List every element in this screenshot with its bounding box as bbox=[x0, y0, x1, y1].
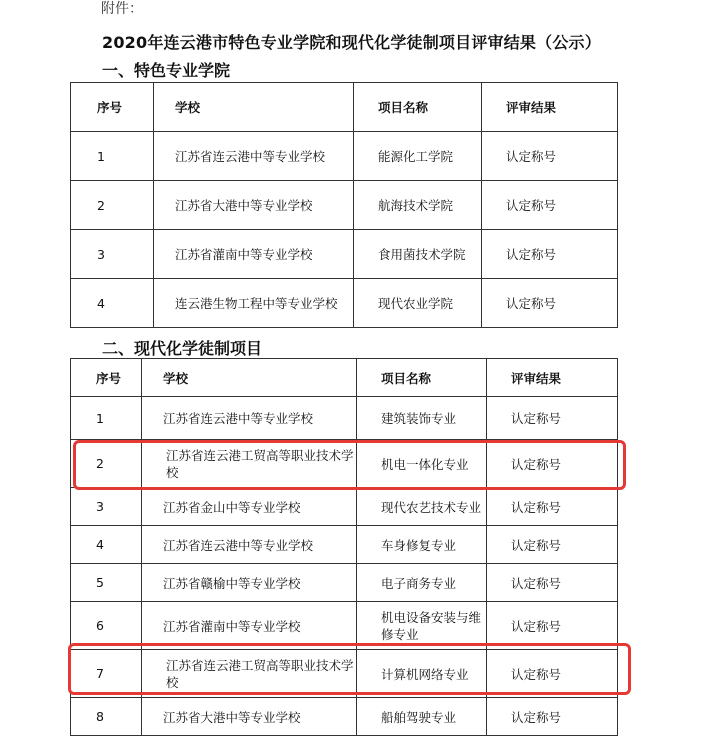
cell-project: 机电设备安装与维修专业 bbox=[381, 609, 482, 642]
header-index: 序号 bbox=[71, 359, 142, 397]
header-result: 评审结果 bbox=[487, 359, 618, 397]
cell-result: 认定称号 bbox=[487, 440, 618, 488]
table-row bbox=[71, 526, 618, 564]
cell-index: 3 bbox=[71, 488, 142, 526]
table-row bbox=[71, 397, 618, 440]
cell-index: 2 bbox=[71, 181, 154, 230]
table-row bbox=[71, 279, 618, 328]
cell-project: 机电一体化专业 bbox=[357, 440, 487, 488]
table-row bbox=[71, 132, 618, 181]
cell-index: 3 bbox=[71, 230, 154, 279]
cell-index: 6 bbox=[71, 602, 142, 650]
cell-project-wrapped bbox=[357, 602, 487, 650]
cell-result: 认定称号 bbox=[487, 650, 618, 698]
cell-school: 江苏省连云港中等专业学校 bbox=[142, 397, 357, 440]
table-row bbox=[71, 181, 618, 230]
cell-project: 建筑装饰专业 bbox=[357, 397, 487, 440]
cell-project: 船舶驾驶专业 bbox=[357, 698, 487, 736]
attachment-label: 附件： bbox=[101, 1, 143, 17]
cell-result: 认定称号 bbox=[482, 230, 618, 279]
cell-index: 1 bbox=[71, 132, 154, 181]
cell-school: 江苏省灌南中等专业学校 bbox=[142, 602, 357, 650]
apprenticeship-table bbox=[70, 358, 618, 736]
cell-index: 7 bbox=[71, 650, 142, 698]
cell-school: 江苏省连云港中等专业学校 bbox=[142, 526, 357, 564]
cell-project: 现代农艺技术专业 bbox=[357, 488, 487, 526]
cell-result: 认定称号 bbox=[487, 602, 618, 650]
cell-school: 连云港生物工程中等专业学校 bbox=[154, 279, 354, 328]
cell-project: 能源化工学院 bbox=[354, 132, 482, 181]
table-row bbox=[71, 230, 618, 279]
cell-result: 认定称号 bbox=[487, 564, 618, 602]
cell-index: 2 bbox=[71, 440, 142, 488]
cell-project: 食用菌技术学院 bbox=[354, 230, 482, 279]
cell-school: 江苏省赣榆中等专业学校 bbox=[142, 564, 357, 602]
header-index: 序号 bbox=[71, 83, 154, 132]
header-result: 评审结果 bbox=[482, 83, 618, 132]
table-header-row bbox=[71, 359, 618, 397]
cell-result: 认定称号 bbox=[487, 526, 618, 564]
table-row bbox=[71, 440, 618, 488]
cell-school: 江苏省金山中等专业学校 bbox=[142, 488, 357, 526]
header-school: 学校 bbox=[142, 359, 357, 397]
header-project: 项目名称 bbox=[354, 83, 482, 132]
table-row bbox=[71, 488, 618, 526]
cell-school: 江苏省灌南中等专业学校 bbox=[154, 230, 354, 279]
cell-result: 认定称号 bbox=[482, 279, 618, 328]
cell-project: 现代农业学院 bbox=[354, 279, 482, 328]
cell-result: 认定称号 bbox=[487, 488, 618, 526]
cell-index: 8 bbox=[71, 698, 142, 736]
table-row bbox=[71, 650, 618, 698]
cell-project: 电子商务专业 bbox=[357, 564, 487, 602]
cell-school-wrapped bbox=[142, 440, 357, 488]
table-header-row bbox=[71, 83, 618, 132]
cell-index: 4 bbox=[71, 279, 154, 328]
cell-project: 航海技术学院 bbox=[354, 181, 482, 230]
section1-heading: 一、特色专业学院 bbox=[102, 61, 231, 80]
table-row bbox=[71, 564, 618, 602]
header-school: 学校 bbox=[154, 83, 354, 132]
section2-heading: 二、现代化学徒制项目 bbox=[102, 339, 263, 358]
table-row bbox=[71, 698, 618, 736]
cell-school: 江苏省大港中等专业学校 bbox=[154, 181, 354, 230]
cell-index: 5 bbox=[71, 564, 142, 602]
cell-index: 1 bbox=[71, 397, 142, 440]
cell-result: 认定称号 bbox=[487, 397, 618, 440]
cell-project: 计算机网络专业 bbox=[357, 650, 487, 698]
cell-result: 认定称号 bbox=[482, 132, 618, 181]
cell-result: 认定称号 bbox=[482, 181, 618, 230]
table-row bbox=[71, 602, 618, 650]
header-project: 项目名称 bbox=[357, 359, 487, 397]
document-title: 2020年连云港市特色专业学院和现代化学徒制项目评审结果（公示） bbox=[102, 33, 601, 52]
cell-result: 认定称号 bbox=[487, 698, 618, 736]
cell-school: 江苏省大港中等专业学校 bbox=[142, 698, 357, 736]
cell-school-wrapped bbox=[142, 650, 357, 698]
cell-school: 江苏省连云港工贸高等职业技术学校 bbox=[166, 657, 354, 690]
cell-index: 4 bbox=[71, 526, 142, 564]
cell-school: 江苏省连云港工贸高等职业技术学校 bbox=[166, 447, 354, 480]
cell-project: 车身修复专业 bbox=[357, 526, 487, 564]
cell-school: 江苏省连云港中等专业学校 bbox=[154, 132, 354, 181]
specialty-college-table bbox=[70, 82, 618, 328]
